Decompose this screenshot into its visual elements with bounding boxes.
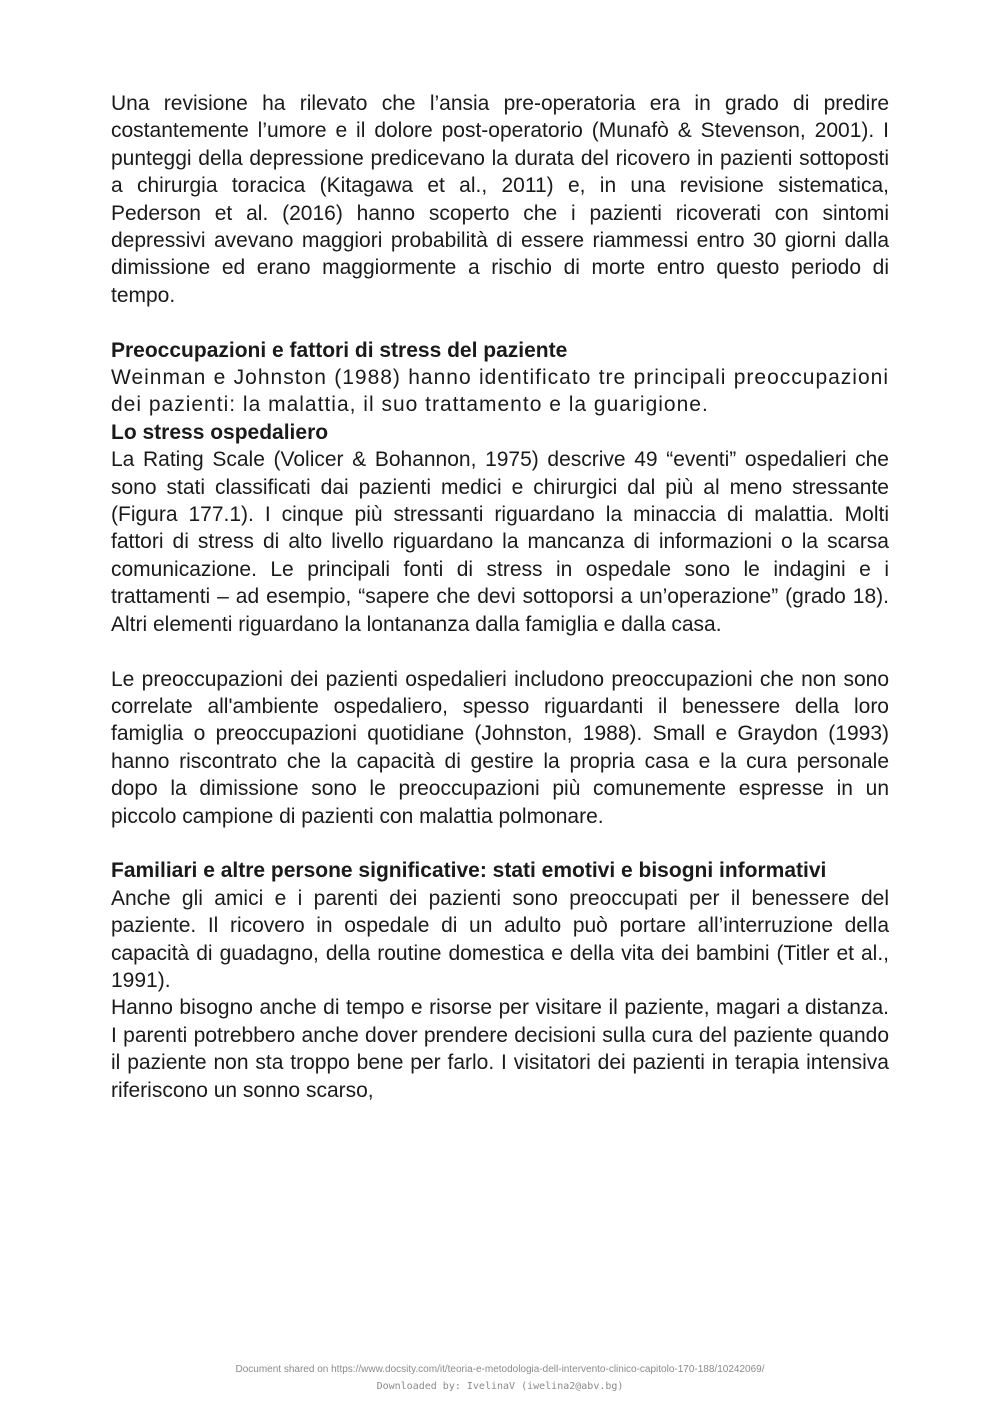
paragraph-gap	[111, 638, 889, 665]
footer-downloaded-by: Downloaded by: IvelinaV (iwelina2@abv.bg)	[376, 1381, 624, 1392]
page-content	[111, 90, 889, 1104]
paragraph-friends-relatives: Anche gli amici e i parenti dei pazienti sono preoccupati per il benessere del paziente. Il ricovero in ospedale di un adulto può portare all’interruzione della capacità di guadagno, della routine domestica e della vita dei bambini (Titler et al., 1991).	[111, 886, 889, 992]
paragraph-gap	[111, 830, 889, 857]
paragraph-visit-resources: Hanno bisogno anche di tempo e risorse per visitare il paziente, magari a distanza. I parenti potrebbero anche dover prendere decisioni sulla cura del paziente quando il paziente non sta troppo bene per farlo. I visitatori dei pazienti in terapia intensiva riferiscono un sonno scarso,	[111, 996, 889, 1102]
footer-shared-url: Document shared on https://www.docsity.com/it/teoria-e-metodologia-dell-intervento-clinico-capitolo-170-188/10242069/	[235, 1364, 765, 1375]
heading-patient-concerns: Preoccupazioni e fattori di stress del paziente	[111, 338, 568, 362]
heading-hospital-stress: Lo stress ospedaliero	[111, 420, 329, 444]
paragraph-gap	[111, 309, 889, 336]
paragraph-rating-scale: La Rating Scale (Volicer & Bohannon, 1975) descrive 49 “eventi” ospedalieri che sono stati classificati dai pazienti medici e chirurgici dal più al meno stressante (Figura 177.1). I cinque più stressanti riguardano la minaccia di malattia. Molti fattori di stress di alto livello riguardano la mancanza di informazioni o la scarsa comunicazione. Le principali fonti di stress in ospedale sono le indagini e i trattamenti – ad esempio, “sapere che devi sottoporsi a un’operazione” (grado 18). Altri elementi riguardano la lontananza dalla famiglia e dalla casa.	[111, 448, 889, 636]
paragraph-anxiety-review: Una revisione ha rilevato che l’ansia pre-operatoria era in grado di predire costantemente l’umore e il dolore post-operatorio (Munafò & Stevenson, 2001). I punteggi della depressione predicevano la durata del ricovero in pazienti sottoposti a chirurgia toracica (Kitagawa et al., 2011) e, in una revisione sistematica, Pederson et al. (2016) hanno scoperto che i pazienti ricoverati con sintomi depressivi avevano maggiori probabilità di essere riammessi entro 30 giorni dalla dimissione ed erano maggiormente a rischio di morte entro questo periodo di tempo.	[111, 92, 889, 307]
paragraph-weinman-johnston: Weinman e Johnston (1988) hanno identificato tre principali preoccupazioni dei pazienti: la malattia, il suo trattamento e la guarigione.	[111, 366, 889, 417]
paragraph-patient-worries: Le preoccupazioni dei pazienti ospedalieri includono preoccupazioni che non sono correlate all'ambiente ospedaliero, spesso riguardanti il benessere della loro famiglia o preoccupazioni quotidiane (Johnston, 1988). Small e Graydon (1993) hanno riscontrato che la capacità di gestire la propria casa e la cura personale dopo la dimissione sono le preoccupazioni più comunemente espresse in un piccolo campione di pazienti con malattia polmonare.	[111, 667, 889, 828]
heading-family-members: Familiari e altre persone significative: stati emotivi e bisogni informativi	[111, 859, 827, 883]
